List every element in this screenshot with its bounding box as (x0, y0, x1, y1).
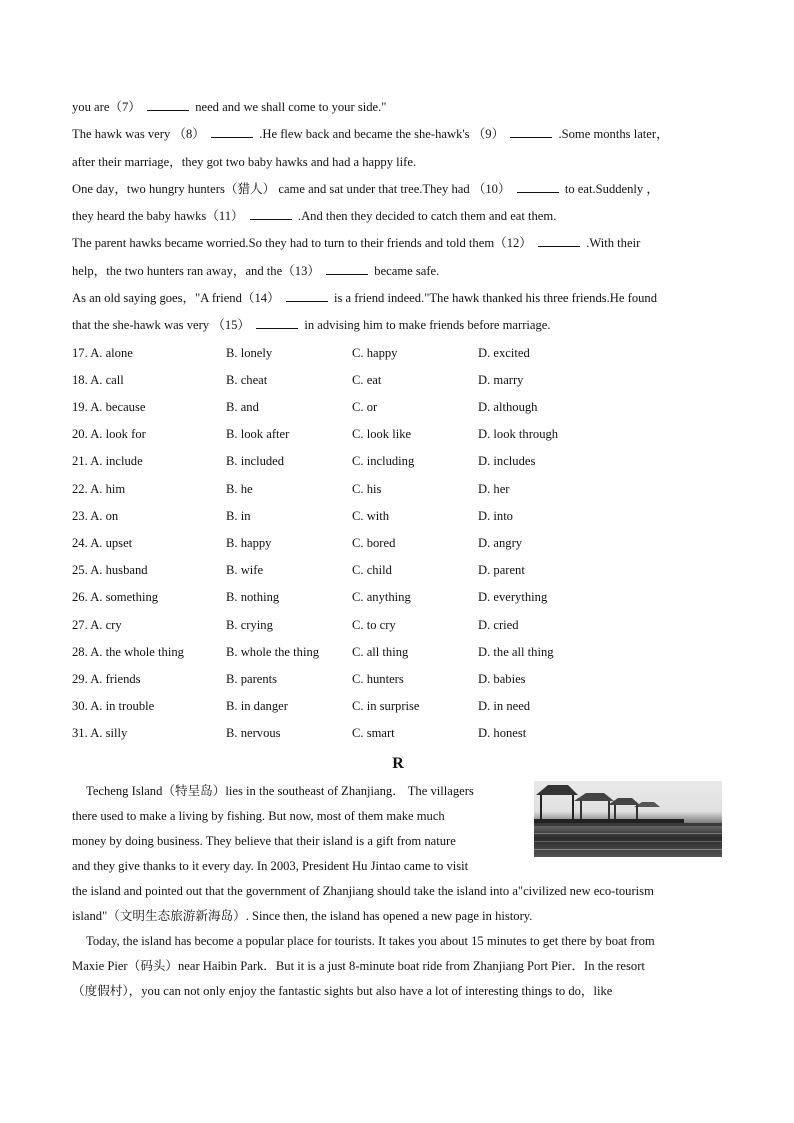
option-b: B. happy (226, 535, 272, 550)
passage-text: As an old saying goes，"A friend（14） (72, 291, 283, 306)
option-d: D. her (478, 481, 510, 496)
reading-line: （度假村），you can not only enjoy the fantastic sights but also have a lot of interesting things to do，like (72, 984, 613, 999)
option-row (72, 448, 724, 475)
option-d: D. parent (478, 563, 525, 578)
answer-blank (517, 181, 559, 193)
option-a: 23. A. on (72, 508, 119, 523)
option-b: B. included (226, 454, 285, 469)
reading-line: island"（文明生态旅游新海岛）. Since then, the island has opened a new page in history. (72, 909, 533, 924)
option-c: C. with (352, 508, 390, 523)
passage-line (72, 176, 724, 203)
option-c: C. bored (352, 535, 396, 550)
passage-text: in advising him to make friends before marriage. (301, 318, 551, 333)
option-c: C. in surprise (352, 699, 420, 714)
option-b: B. look after (226, 427, 290, 442)
option-row (72, 557, 724, 584)
option-c: C. all thing (352, 644, 409, 659)
option-c: C. smart (352, 726, 395, 741)
reading-line: money by doing business. They believe that their island is a gift from nature (72, 834, 456, 849)
option-b: B. and (226, 400, 259, 415)
option-b: B. cheat (226, 372, 268, 387)
option-c: C. eat (352, 372, 382, 387)
option-b: B. nervous (226, 726, 281, 741)
reading-line: Maxie Pier（码头）near Haibin Park．But it is a just 8-minute boat ride from Zhanjiang Port Pier．In the resort (72, 959, 645, 974)
option-a: 28. A. the whole thing (72, 644, 184, 659)
answer-blank (211, 126, 253, 138)
option-d: D. marry (478, 372, 524, 387)
option-a: 30. A. in trouble (72, 699, 155, 714)
option-d: D. in need (478, 699, 531, 714)
option-row (72, 503, 724, 530)
option-a: 17. A. alone (72, 345, 133, 360)
option-row (72, 367, 724, 394)
option-d: D. the all thing (478, 644, 554, 659)
passage-line (72, 149, 724, 176)
reading-line: the island and pointed out that the government of Zhanjiang should take the island into a"civilized new eco-tourism (72, 884, 654, 899)
option-a: 31. A. silly (72, 726, 128, 741)
reading-line: there used to make a living by fishing. But now, most of them make much (72, 809, 445, 824)
passage-text: became safe. (371, 263, 440, 278)
passage-text: The hawk was very （8） (72, 127, 209, 142)
option-a: 25. A. husband (72, 563, 148, 578)
option-a: 26. A. something (72, 590, 159, 605)
passage-text: that the she-hawk was very （15） (72, 318, 254, 333)
option-a: 18. A. call (72, 372, 124, 387)
section-title: R (392, 755, 404, 773)
options-list (72, 340, 724, 748)
answer-blank (538, 235, 580, 247)
option-row (72, 639, 724, 666)
reading-line: Techeng Island（特呈岛）lies in the southeast of Zhanjiang． The villagers (86, 784, 474, 799)
option-row (72, 584, 724, 611)
passage-text: after their marriage，they got two baby hawks and had a happy life. (72, 154, 417, 169)
option-a: 24. A. upset (72, 535, 133, 550)
option-b: B. crying (226, 617, 273, 632)
option-c: C. anything (352, 590, 411, 605)
passage-line (72, 230, 724, 257)
option-row (72, 421, 724, 448)
option-a: 20. A. look for (72, 427, 146, 442)
option-c: C. look like (352, 427, 412, 442)
reading-section (72, 779, 724, 1004)
option-d: D. cried (478, 617, 519, 632)
option-c: C. to cry (352, 617, 396, 632)
answer-blank (250, 208, 292, 220)
pavilion-photo (534, 781, 722, 857)
option-c: C. happy (352, 345, 398, 360)
option-b: B. parents (226, 671, 278, 686)
page (72, 94, 724, 1004)
option-row (72, 612, 724, 639)
passage-text: .And then they decided to catch them and eat them. (294, 209, 557, 224)
reading-line: Today, the island has become a popular place for tourists. It takes you about 15 minutes to get there by boat from (86, 934, 655, 949)
option-d: D. everything (478, 590, 548, 605)
option-row (72, 666, 724, 693)
option-row (72, 693, 724, 720)
passage-text: you are（7） (72, 100, 145, 114)
passage-line (72, 94, 724, 121)
passage-text: .Some months later， (555, 127, 669, 142)
option-a: 22. A. him (72, 481, 126, 496)
passage-line (72, 203, 724, 230)
passage-text: .With their (583, 236, 641, 251)
option-row (72, 476, 724, 503)
option-d: D. although (478, 400, 538, 415)
option-b: B. nothing (226, 590, 280, 605)
option-b: B. in (226, 508, 251, 523)
option-c: C. hunters (352, 671, 404, 686)
passage-line (72, 312, 724, 339)
answer-blank (147, 99, 189, 111)
passage-text: they heard the baby hawks（11） (72, 209, 247, 224)
option-c: C. or (352, 400, 378, 415)
option-a: 27. A. cry (72, 617, 122, 632)
option-c: C. including (352, 454, 415, 469)
passage-text: need and we shall come to your side." (192, 100, 387, 114)
option-b: B. wife (226, 563, 264, 578)
option-a: 19. A. because (72, 400, 146, 415)
passage-line (72, 121, 724, 148)
answer-blank (256, 317, 298, 329)
passage-text: The parent hawks became worried.So they had to turn to their friends and told them（12） (72, 236, 536, 251)
option-d: D. includes (478, 454, 536, 469)
option-c: C. his (352, 481, 382, 496)
answer-blank (326, 263, 368, 275)
option-b: B. whole the thing (226, 644, 320, 659)
option-row (72, 340, 724, 367)
passage-text: to eat.Suddenly ， (561, 181, 659, 196)
option-d: D. look through (478, 427, 559, 442)
cloze-passage (72, 94, 724, 340)
option-d: D. honest (478, 726, 527, 741)
passage-line (72, 258, 724, 285)
passage-line (72, 285, 724, 312)
option-b: B. in danger (226, 699, 288, 714)
passage-text: is a friend indeed."The hawk thanked his three friends.He found (330, 291, 658, 306)
option-c: C. child (352, 563, 392, 578)
passage-text: One day，two hungry hunters（猎人） came and sat under that tree.They had （10） (72, 181, 514, 196)
option-row (72, 530, 724, 557)
option-d: D. angry (478, 535, 523, 550)
option-b: B. he (226, 481, 253, 496)
reading-line: and they give thanks to it every day. In 2003, President Hu Jintao came to visit (72, 859, 469, 874)
option-b: B. lonely (226, 345, 273, 360)
option-d: D. into (478, 508, 513, 523)
option-a: 21. A. include (72, 454, 143, 469)
answer-blank (510, 126, 552, 138)
passage-text: help，the two hunters ran away，and the（13） (72, 263, 324, 278)
option-d: D. babies (478, 671, 526, 686)
answer-blank (286, 290, 328, 302)
passage-text: .He flew back and became the she-hawk's （9） (256, 127, 508, 142)
option-d: D. excited (478, 345, 530, 360)
option-a: 29. A. friends (72, 671, 141, 686)
option-row (72, 720, 724, 747)
option-row (72, 394, 724, 421)
